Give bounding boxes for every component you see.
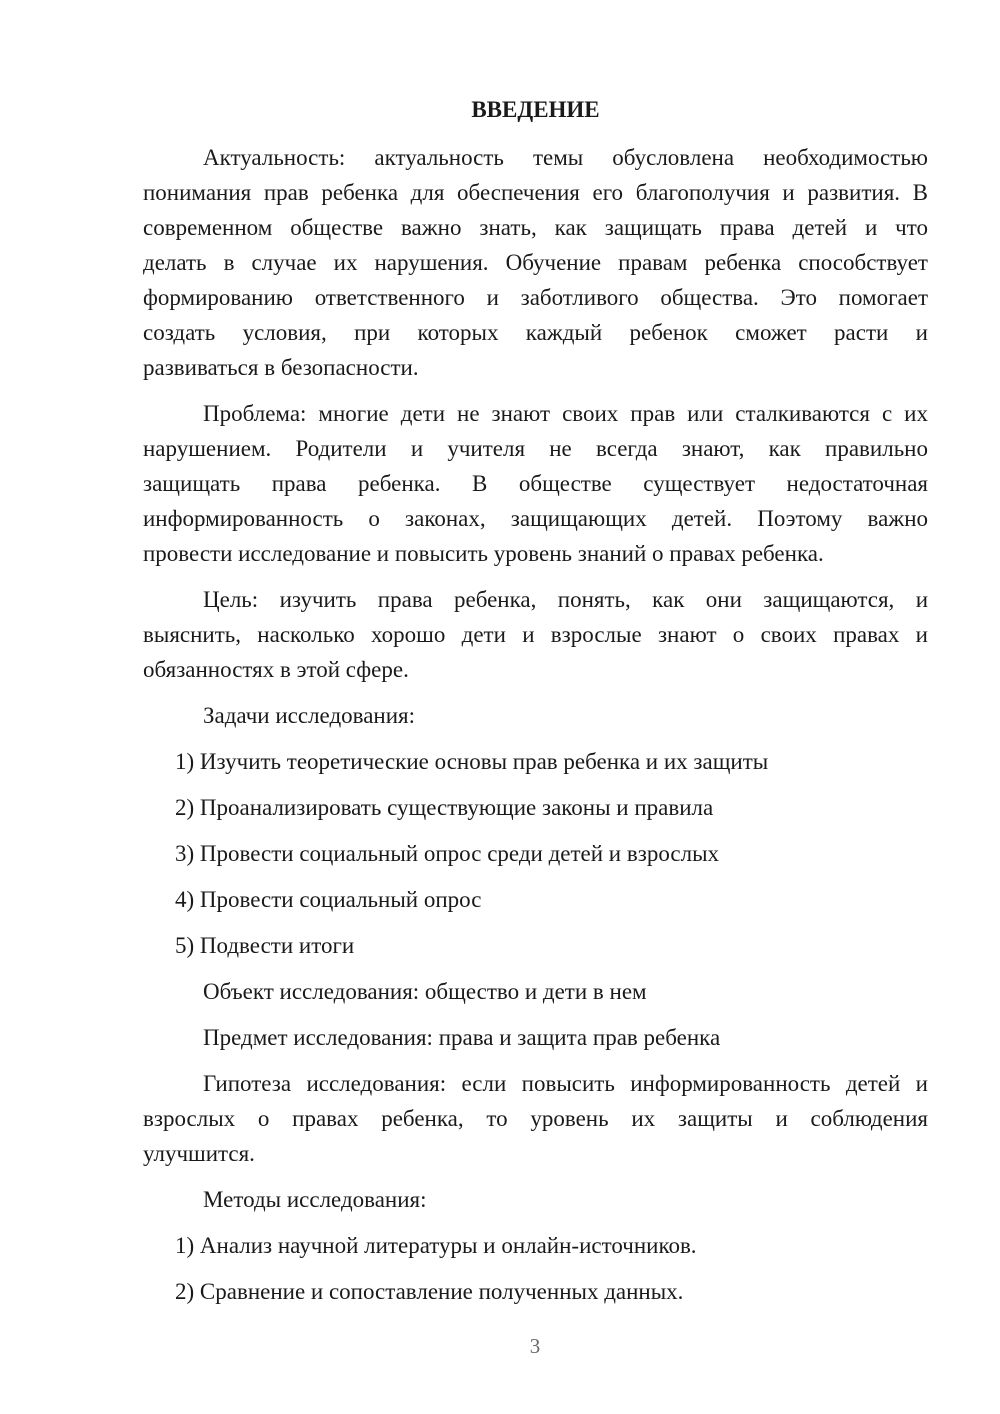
text-line: Актуальность: актуальность темы обусловлена необходимостью xyxy=(203,145,928,170)
text-line: защищать права ребенка. В обществе существует недостаточная xyxy=(143,471,928,496)
paragraph xyxy=(143,698,928,733)
text-line: современном обществе важно знать, как защищать права детей и что xyxy=(143,215,928,240)
text-line: формированию ответственного и заботливого общества. Это помогает xyxy=(143,285,928,310)
text-line: выяснить, насколько хорошо дети и взрослые знают о своих правах и xyxy=(143,622,928,647)
text-line: 2) Сравнение и сопоставление полученных данных. xyxy=(175,1279,684,1304)
list-item xyxy=(143,882,928,917)
text-line: улучшится. xyxy=(143,1141,255,1166)
text-line: Задачи исследования: xyxy=(203,703,416,728)
paragraph xyxy=(143,974,928,1009)
text-line: нарушением. Родители и учителя не всегда знают, как правильно xyxy=(143,436,928,461)
text-line: делать в случае их нарушения. Обучение правам ребенка способствует xyxy=(143,250,928,275)
text-line: Методы исследования: xyxy=(203,1187,427,1212)
list-item xyxy=(143,1228,928,1263)
text-line: развиваться в безопасности. xyxy=(143,355,419,380)
text-line: провести исследование и повысить уровень знаний о правах ребенка. xyxy=(143,541,824,566)
paragraph xyxy=(143,140,928,385)
list-item xyxy=(143,928,928,963)
text-line: Гипотеза исследования: если повысить информированность детей и xyxy=(203,1071,928,1096)
paragraph xyxy=(143,1020,928,1055)
paragraph xyxy=(143,1182,928,1217)
document-body xyxy=(143,140,928,1309)
text-line: взрослых о правах ребенка, то уровень их защиты и соблюдения xyxy=(143,1106,928,1131)
text-line: Предмет исследования: права и защита прав ребенка xyxy=(203,1025,721,1050)
paragraph xyxy=(143,396,928,571)
text-line: 2) Проанализировать существующие законы и правила xyxy=(175,795,714,820)
text-line: Объект исследования: общество и дети в нем xyxy=(203,979,647,1004)
list-item xyxy=(143,1274,928,1309)
text-line: 1) Анализ научной литературы и онлайн-источников. xyxy=(175,1233,697,1258)
list-item xyxy=(143,836,928,871)
text-line: информированность о законах, защищающих детей. Поэтому важно xyxy=(143,506,928,531)
text-line: создать условия, при которых каждый ребенок сможет расти и xyxy=(143,320,928,345)
text-line: Цель: изучить права ребенка, понять, как они защищаются, и xyxy=(203,587,928,612)
text-line: 4) Провести социальный опрос xyxy=(175,887,482,912)
text-line: Проблема: многие дети не знают своих прав или сталкиваются с их xyxy=(203,401,928,426)
text-line: 5) Подвести итоги xyxy=(175,933,355,958)
paragraph xyxy=(143,582,928,687)
text-line: обязанностях в этой сфере. xyxy=(143,657,409,682)
paragraph xyxy=(143,1066,928,1171)
section-title: ВВЕДЕНИЕ xyxy=(471,97,600,122)
text-line: понимания прав ребенка для обеспечения его благополучия и развития. В xyxy=(143,180,928,205)
page-number: 3 xyxy=(529,1334,541,1358)
document-page xyxy=(143,94,928,1320)
text-line: 1) Изучить теоретические основы прав ребенка и их защиты xyxy=(175,749,769,774)
list-item xyxy=(143,790,928,825)
text-line: 3) Провести социальный опрос среди детей и взрослых xyxy=(175,841,720,866)
list-item xyxy=(143,744,928,779)
